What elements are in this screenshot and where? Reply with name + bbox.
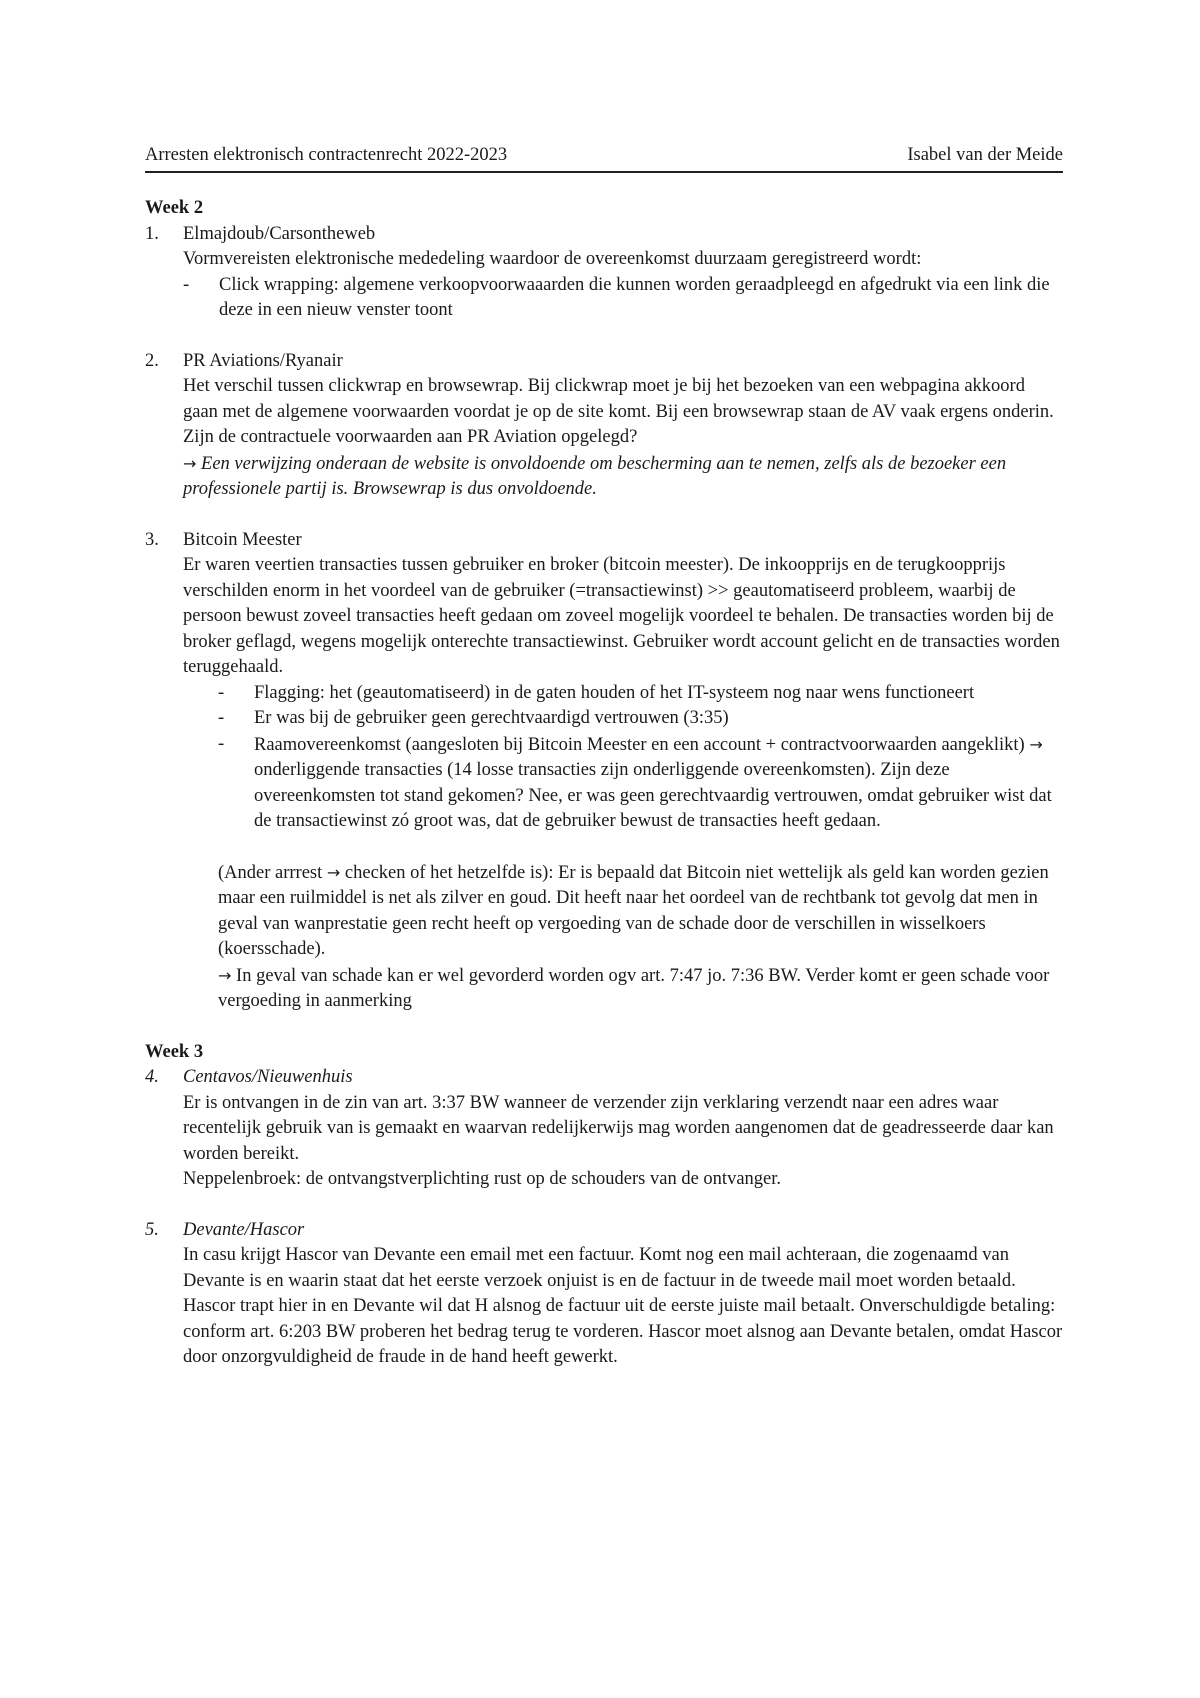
case-text: Het verschil tussen clickwrap en browsewrap. Bij clickwrap moet je bij het bezoeken van een webpagina akkoord gaan met de algemene voorwaarden voordat je op de site komt. Bij een browsewrap staan de AV vaak ergens onderin. Zijn de contractuele voorwaarden aan PR Aviation opgelegd? [183, 376, 1054, 447]
case-title: PR Aviations/Ryanair [183, 350, 343, 371]
case-number: 2. [145, 350, 159, 371]
case-item [145, 349, 1063, 503]
case-title: Elmajdoub/Carsontheweb [183, 223, 376, 244]
note-text [218, 860, 1063, 963]
arrow-right-icon: → [1029, 734, 1043, 754]
note-text-end: checken of het hetzelfde is): Er is bepaald dat Bitcoin niet wettelijk als geld kan worden gezien maar een ruilmiddel is net als zilver en goud. Dit heeft naar het oordeel van de rechtbank tot gevolg dat men in geval van wanprestatie geen recht heeft op vergoeding van de schade door de verschillen in wisselkoers (koersschade). [218, 862, 1049, 959]
header-author: Isabel van der Meide [907, 145, 1063, 165]
case-text: Vormvereisten elektronische mededeling waardoor de overeenkomst duurzaam geregistreerd wordt: [183, 249, 922, 269]
case-text: Er is ontvangen in de zin van art. 3:37 BW wanneer de verzender zijn verklaring verzendt naar een adres waar recentelijk gebruik van is gemaakt en waarvan redelijkerwijs mag worden aangenomen dat de geadresseerde daar kan worden bereikt. [183, 1092, 1054, 1164]
case-item [145, 222, 1063, 324]
bullet-item: - Click wrapping: algemene verkoopvoorwaaarden die kunnen worden geraadpleegd en afgedrukt via een link die deze in een nieuw venster toont [183, 273, 1063, 324]
case-item [145, 1065, 1063, 1193]
note-conclusion [218, 963, 1063, 1015]
case-number: 4. [145, 1067, 159, 1087]
arrow-right-icon: → [218, 965, 232, 985]
case-title: Devante/Hascor [183, 1219, 305, 1240]
case-text: Er waren veertien transacties tussen gebruiker en broker (bitcoin meester). De inkoopprijs en de terugkoopprijs verschilden enorm in het voordeel van de gebruiker (=transactiewinst) >> geautomatiseerd probleem, waarbij de persoon bewust zoveel transacties heeft gedaan om zoveel mogelijk voordeel te behalen. De transacties worden bij de broker geflagd, wegens mogelijk onterechte transactiewinst. Gebruiker wordt account gelicht en de transacties worden teruggehaald. [183, 555, 1060, 677]
conclusion-text: Een verwijzing onderaan de website is onvoldoende om bescherming aan te nemen, zelfs als de bezoeker een professionele partij is. Browsewrap is dus onvoldoende. [183, 453, 1007, 499]
case-title: Bitcoin Meester [183, 529, 302, 550]
case-text-secondary: Neppelenbroek: de ontvangstverplichting rust op de schouders van de ontvanger. [183, 1169, 782, 1189]
bullet-text: onderliggende transacties (14 losse transacties zijn onderliggende overeenkomsten). Zijn deze overeenkomsten tot stand gekomen? Nee, er was geen gerechtvaardig vertrouwen, omdat gebruiker wist dat de transactiewinst zó groot was, dat de gebruiker bewust de transacties heeft gedaan. [254, 760, 1052, 831]
arrow-right-icon: → [183, 453, 197, 473]
note-text-start: (Ander arrrest [218, 862, 323, 883]
case-number: 5. [145, 1219, 159, 1240]
case-number: 3. [145, 529, 159, 550]
case-text: In casu krijgt Hascor van Devante een email met een factuur. Komt nog een mail achteraan, die zogenaamd van Devante is en waarin staat dat het eerste verzoek onjuist is en de factuur in de tweede mail moet worden betaald. Hascor trapt hier in en Devante wil dat H alsnog de factuur uit de eerste juiste mail betaalt. Onverschuldigde betaling: conform art. 6:203 BW proberen het bedrag terug te vorderen. Hascor moet alsnog aan Devante betalen, omdat Hascor door onzorgvuldigheid de fraude in de hand heeft gewerkt. [183, 1245, 1063, 1367]
case-number: 1. [145, 223, 159, 244]
bullet-item: - Flagging: het (geautomatiseerd) in de gaten houden of het IT-systeem nog naar wens functioneert [218, 681, 1063, 707]
case-conclusion [183, 451, 1063, 503]
case-item [145, 528, 1063, 1015]
header-title: Arresten elektronisch contractenrecht 2022-2023 [145, 145, 508, 165]
document-body [145, 196, 1063, 1371]
bullet-item [218, 732, 1063, 835]
arrow-right-icon: → [326, 862, 341, 882]
bullet-text: Raamovereenkomst (aangesloten bij Bitcoin Meester en een account + contractvoorwaarden aangeklikt) [254, 734, 1025, 755]
case-title: Centavos/Nieuwenhuis [183, 1067, 353, 1087]
note-block [218, 860, 1063, 1015]
week-heading: Week 2 [145, 198, 204, 218]
bullet-list [183, 681, 1063, 835]
page-header [145, 143, 1063, 173]
note-conclusion-text: In geval van schade kan er wel gevorderd worden ogv art. 7:47 jo. 7:36 BW. Verder komt er geen schade voor vergoeding in aanmerking [218, 965, 1050, 1011]
week-heading: Week 3 [145, 1041, 204, 1062]
case-item [145, 1218, 1063, 1371]
bullet-list [183, 273, 1063, 324]
bullet-item: - Er was bij de gebruiker geen gerechtvaardigd vertrouwen (3:35) [218, 706, 1063, 732]
